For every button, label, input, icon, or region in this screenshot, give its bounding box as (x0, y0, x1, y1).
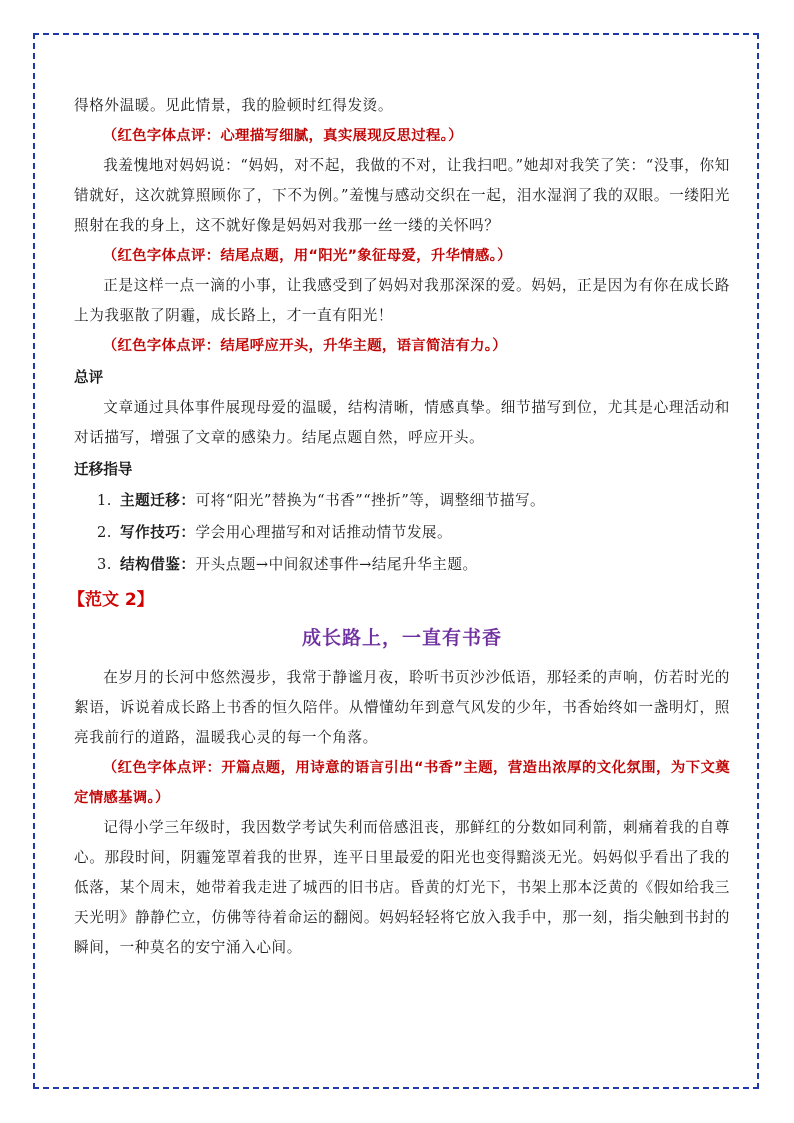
document-body (68, 91, 730, 963)
guide-item-number: 3. (97, 556, 112, 573)
essay2-title: 成长路上，一直有书香 (301, 627, 502, 649)
essay1-paragraph-dialogue: 我羞愧地对妈妈说：“妈妈，对不起，我做的不对，让我扫吧。”她却对我笑了笑：“没事，你知错就好，这次就算照顾你了，下不为例。”羞愧与感动交织在一起，泪水湿润了我的双眼。一缕阳光照射在我的身上，这不就好像是妈妈对我那一丝一缕的关怀吗？ (74, 157, 730, 234)
guide-item-number: 2. (97, 524, 112, 541)
essay2-comment-1: （红色字体点评：开篇点题，用诗意的语言引出“书香”主题，营造出浓厚的文化氛围，为下文奠定情感基调。） (74, 760, 730, 806)
guide-item-key: 结构借鉴 (120, 556, 181, 573)
essay1-paragraph-tail: 得格外温暖。见此情景，我的脸顿时红得发烫。 (74, 97, 394, 114)
guide-item-key: 主题迁移 (120, 492, 181, 509)
essay1-comment-1: （红色字体点评：心理描写细腻，真实展现反思过程。） (102, 128, 463, 144)
essay2-paragraph-2: 记得小学三年级时，我因数学考试失利而倍感沮丧，那鲜红的分数如同利箭，刺痛着我的自尊心。那段时间，阴霾笼罩着我的世界，连平日里最爱的阳光也变得黯淡无光。妈妈似乎看出了我的低落，某个周末，她带着我走进了城西的旧书店。昏黄的灯光下，书架上那本泛黄的《假如给我三天光明》静静伫立，仿佛等待着命运的翻阅。妈妈轻轻将它放入我手中，那一刻，指尖触到书封的瞬间，一种莫名的安宁涌入心间。 (74, 819, 730, 956)
review-heading: 总评 (74, 369, 104, 386)
guide-item-text: 学会用心理描写和对话推动情节发展。 (195, 524, 453, 541)
essay1-comment-3: （红色字体点评：结尾呼应开头，升华主题，语言简洁有力。） (102, 338, 507, 354)
essay1-comment-2: （红色字体点评：结尾点题，用“阳光”象征母爱，升华情感。） (102, 248, 512, 264)
guide-heading: 迁移指导 (74, 461, 133, 478)
guide-item (74, 549, 730, 581)
guide-item-number: 1. (97, 492, 112, 509)
guide-item (74, 485, 730, 517)
guide-item-text: 可将“阳光”替换为“书香”“挫折”等，调整细节描写。 (195, 492, 546, 509)
essay1-paragraph-ending: 正是这样一点一滴的小事，让我感受到了妈妈对我那深深的爱。妈妈，正是因为有你在成长路上为我驱散了阴霾，成长路上，才一直有阳光！ (74, 277, 730, 324)
guide-item (74, 517, 730, 549)
review-text: 文章通过具体事件展现母爱的温暖，结构清晰，情感真挚。细节描写到位，尤其是心理活动和对话描写，增强了文章的感染力。结尾点题自然，呼应开头。 (74, 399, 730, 446)
guide-item-key: 写作技巧 (120, 524, 181, 541)
guide-item-text: 开头点题→中间叙述事件→结尾升华主题。 (195, 556, 478, 573)
guide-item-separator: ： (180, 556, 196, 573)
guide-item-separator: ： (180, 524, 196, 541)
guide-item-separator: ： (180, 492, 196, 509)
example-2-tag: 【范文 2】 (68, 590, 154, 610)
guide-list (74, 485, 730, 581)
essay2-paragraph-1: 在岁月的长河中悠然漫步，我常于静谧月夜，聆听书页沙沙低语，那轻柔的声响，仿若时光的絮语，诉说着成长路上书香的恒久陪伴。从懵懂幼年到意气风发的少年，书香始终如一盏明灯，照亮我前行的道路，温暖我心灵的每一个角落。 (74, 669, 730, 746)
